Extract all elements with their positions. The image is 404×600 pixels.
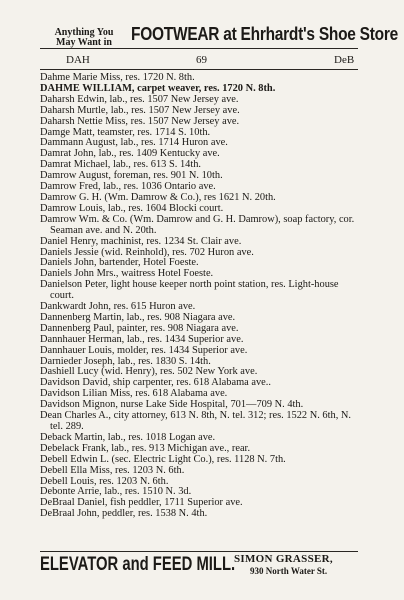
directory-entry: Dannenberg Martin, lab., res. 908 Niagara ave. xyxy=(40,311,236,323)
directory-entry: Davidson Lilian Miss, res. 618 Alabama ave. xyxy=(40,388,228,400)
directory-entry: Dammann August, lab., res. 1714 Huron ave. xyxy=(40,137,228,149)
directory-entry: Damrow Fred, lab., res. 1036 Ontario ave. xyxy=(40,181,216,193)
directory-entry: Dannhauer Louis, molder, res. 1434 Superior ave. xyxy=(40,344,248,356)
directory-entry: Dannhauer Herman, lab., res. 1434 Superior ave. xyxy=(40,333,244,345)
directory-entry: Dahme Marie Miss, res. 1720 N. 8th. xyxy=(40,72,195,83)
header-rule xyxy=(40,69,358,70)
directory-entry: Dankwardt John, res. 615 Huron ave. xyxy=(40,301,196,313)
directory-entry: Debell Edwin L. (sec. Electric Light Co.), res. 1128 N. 7th. xyxy=(40,453,286,465)
directory-entry: Damrow G. H. (Wm. Damrow & Co.), res 1621 N. 20th. xyxy=(40,191,276,203)
directory-entry: Daniels John Mrs., waitress Hotel Foeste. xyxy=(40,268,214,280)
directory-entry: DeBraal Daniel, fish peddler, 1711 Superior ave. xyxy=(40,497,243,509)
directory-entry: Damrow August, foreman, res. 901 N. 10th. xyxy=(40,170,223,182)
ad-bottom-headline: ELEVATOR and FEED MILL. xyxy=(40,554,236,575)
directory-entry: Damrat Michael, lab., res. 613 S. 14th. xyxy=(40,159,202,171)
directory-entry: Damge Matt, teamster, res. 1714 S. 10th. xyxy=(40,126,211,138)
top-advertisement xyxy=(0,0,404,48)
ad-top-headline: FOOTWEAR at Ehrhardt's Shoe Store xyxy=(131,24,398,44)
ad-bottom-address: 930 North Water St. xyxy=(250,566,328,576)
ad-top-tagline-line2: May Want in xyxy=(56,37,112,48)
directory-entry: Danielson Peter, light house keeper north point station, res. Light-house court. xyxy=(40,279,339,302)
directory-entries xyxy=(40,73,364,520)
directory-entry: Daniels Jessie (wid. Reinhold), res. 702 Huron ave. xyxy=(40,246,254,258)
directory-entry: Damrow Louis, lab., res. 1604 Blocki court. xyxy=(40,202,224,214)
directory-entry: Daniel Henry, machinist, res. 1234 St. Clair ave. xyxy=(40,235,242,247)
directory-entry: Daniels John, bartender, Hotel Foeste. xyxy=(40,257,199,269)
directory-entry: Damrat John, lab., res. 1409 Kentucky ave. xyxy=(40,148,220,160)
directory-entry: Debell Ella Miss, res. 1203 N. 6th. xyxy=(40,464,185,476)
directory-entry: Debelack Frank, lab., res. 913 Michigan ave., rear. xyxy=(40,442,251,454)
directory-entry: Daharsh Edwin, lab., res. 1507 New Jersey ave. xyxy=(40,93,239,105)
directory-entry: DAHME WILLIAM, carpet weaver, res. 1720 N. 8th. xyxy=(40,82,276,94)
directory-entry: Debell Louis, res. 1203 N. 6th. xyxy=(40,475,169,487)
running-header-left: DAH xyxy=(66,54,90,66)
ad-top-tagline xyxy=(42,28,126,48)
top-ad-rule xyxy=(40,48,358,49)
directory-entry: Dean Charles A., city attorney, 613 N. 8th, N. tel. 312; res. 1522 N. 6th, N. tel. 289. xyxy=(40,410,351,432)
directory-entry: Daharsh Nettie Miss, res. 1507 New Jersey ave. xyxy=(40,115,240,127)
ad-top-tagline-line1: Anything You xyxy=(54,27,114,38)
running-header-right: DeB xyxy=(334,54,355,66)
directory-entry: Dashiell Lucy (wid. Henry), res. 502 New York ave. xyxy=(40,366,258,378)
directory-entry: Dannenberg Paul, painter, res. 908 Niagara ave. xyxy=(40,322,239,334)
directory-entry: Darnieder Joseph, lab., res. 1830 S. 14th. xyxy=(40,355,211,367)
directory-entry: Davidson Mignon, nurse Lake Side Hospital, 701—709 N. 4th. xyxy=(40,399,304,411)
directory-entry: Daharsh Murtle, lab., res. 1507 New Jersey ave. xyxy=(40,104,240,116)
directory-entry: Debonte Arrie, lab., res. 1510 N. 3d. xyxy=(40,486,192,498)
ad-bottom-proprietor: SIMON GRASSER, xyxy=(234,553,333,565)
directory-entry: Davidson David, ship carpenter, res. 618 Alabama ave.. xyxy=(40,377,271,389)
directory-entry: DeBraal John, peddler, res. 1538 N. 4th. xyxy=(40,508,208,520)
directory-entry: Damrow Wm. & Co. (Wm. Damrow and G. H. Damrow), soap factory, cor. Seaman ave. and N. 20th. xyxy=(40,213,355,236)
directory-entry: Deback Martin, lab., res. 1018 Logan ave. xyxy=(40,431,216,443)
page-number: 69 xyxy=(196,54,207,66)
running-header xyxy=(40,54,358,70)
bottom-advertisement xyxy=(40,552,362,582)
